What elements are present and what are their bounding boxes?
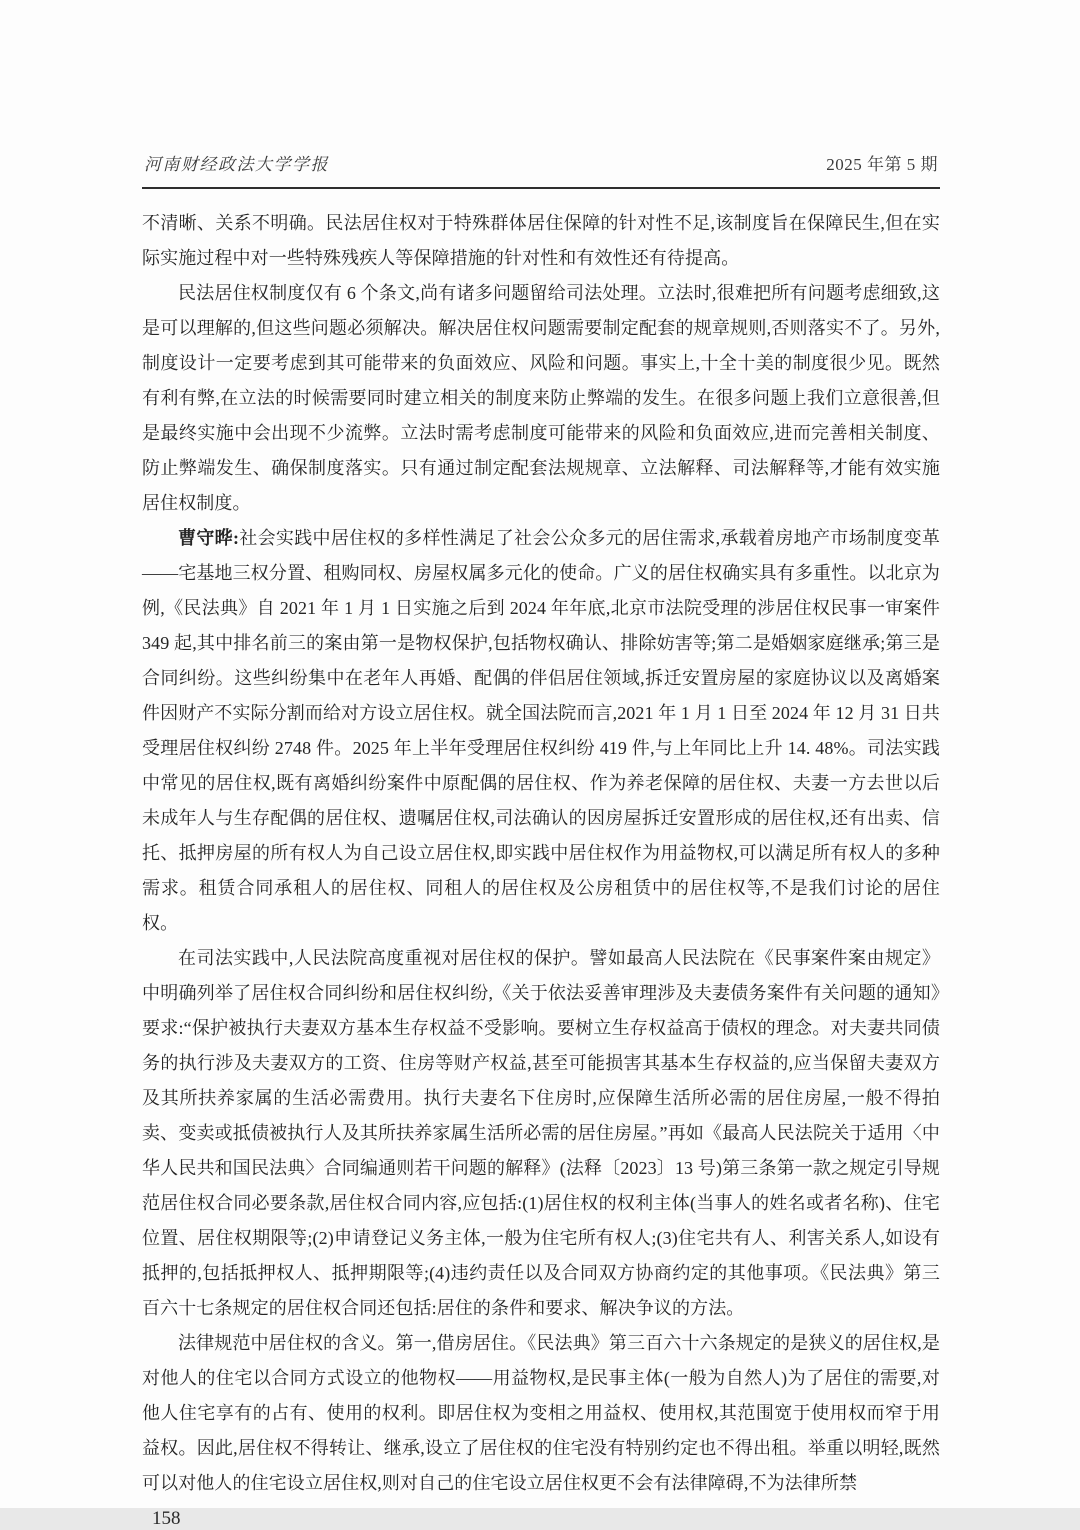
header-divider bbox=[142, 187, 940, 189]
paragraph-legal-definition: 法律规范中居住权的含义。第一,借房居住。《民法典》第三百六十六条规定的是狭义的居住权,是对他人的住宅以合同方式设立的他物权——用益物权,是民事主体(一般为自然人)为了居住的需要,对他人住宅享有的占有、使用的权利。即居住权为变相之用益权、使用权,其范围宽于使用权而窄于用益权。因此,居住权不得转让、继承,设立了居住权的住宅没有特别约定也不得出租。举重以明轻,既然可以对他人的住宅设立居住权,则对自己的住宅设立居住权更不会有法律障碍,不为法律所禁 bbox=[142, 1333, 940, 1493]
article-body bbox=[142, 206, 940, 1501]
speaker-statement: 社会实践中居住权的多样性满足了社会公众多元的居住需求,承载着房地产市场制度变革——宅基地三权分置、租购同权、房屋权属多元化的使命。广义的居住权确实具有多重性。以北京为例,《民法典》自 2021 年 1 月 1 日实施之后到 2024 年年底,北京市法院受理的涉居住权民事一审案件 349 起,其中排名前三的案由第一是物权保护,包括物权确认、排除妨害等;第二是婚姻家庭继承;第三是合同纠纷。这些纠纷集中在老年人再婚、配偶的伴侣居住领域,拆迁安置房屋的家庭协议以及离婚案件因财产不实际分割而给对方设立居住权。就全国法院而言,2021 年 1 月 1 日至 2024 年 12 月 31 日共受理居住权纠纷 2748 件。2025 年上半年受理居住权纠纷 419 件,与上年同比上升 14. 48%。司法实践中常见的居住权,既有离婚纠纷案件中原配偶的居住权、作为养老保障的居住权、夫妻一方去世以后未成年人与生存配偶的居住权、遗嘱居住权,司法确认的因房屋拆迁安置形成的居住权,还有出卖、信托、抵押房屋的所有权人为自己设立居住权,即实践中居住权作为用益物权,可以满足所有权人的多种需求。租赁合同承租人的居住权、同租人的居住权及公房租赁中的居住权等,不是我们讨论的居住权。 bbox=[142, 528, 940, 933]
paragraph-legislation: 民法居住权制度仅有 6 个条文,尚有诸多问题留给司法处理。立法时,很难把所有问题考虑细致,这是可以理解的,但这些问题必须解决。解决居住权问题需要制定配套的规章规则,否则落实不了。另外,制度设计一定要考虑到其可能带来的负面效应、风险和问题。事实上,十全十美的制度很少见。既然有利有弊,在立法的时候需要同时建立相关的制度来防止弊端的发生。在很多问题上我们立意很善,但是最终实施中会出现不少流弊。立法时需考虑制度可能带来的风险和负面效应,进而完善相关制度、防止弊端发生、确保制度落实。只有通过制定配套法规规章、立法解释、司法解释等,才能有效实施居住权制度。 bbox=[142, 283, 940, 513]
paragraph-speaker-cao bbox=[142, 521, 940, 941]
page-number: 158 bbox=[152, 1508, 181, 1529]
paragraph-judicial-practice: 在司法实践中,人民法院高度重视对居住权的保护。譬如最高人民法院在《民事案件案由规定》中明确列举了居住权合同纠纷和居住权纠纷,《关于依法妥善审理涉及夫妻债务案件有关问题的通知》要求:“保护被执行夫妻双方基本生存权益不受影响。要树立生存权益高于债权的理念。对夫妻共同债务的执行涉及夫妻双方的工资、住房等财产权益,甚至可能损害其基本生存权益的,应当保留夫妻双方及其所扶养家属的生活必需费用。执行夫妻名下住房时,应保障生活所必需的居住房屋,一般不得拍卖、变卖或抵债被执行人及其所扶养家属生活所必需的居住房屋。”再如《最高人民法院关于适用〈中华人民共和国民法典〉合同编通则若干问题的解释》(法释〔2023〕13 号)第三条第一款之规定引导规范居住权合同必要条款,居住权合同内容,应包括:(1)居住权的权利主体(当事人的姓名或者名称)、住宅位置、居住权期限等;(2)申请登记义务主体,一般为住宅所有权人;(3)住宅共有人、利害关系人,如设有抵押的,包括抵押权人、抵押期限等;(4)违约责任以及合同双方协商约定的其他事项。《民法典》第三百六十七条规定的居住权合同还包括:居住的条件和要求、解决争议的方法。 bbox=[142, 948, 940, 1318]
page-header bbox=[142, 150, 940, 187]
paragraph-continuation: 不清晰、关系不明确。民法居住权对于特殊群体居住保障的针对性不足,该制度旨在保障民生,但在实际实施过程中对一些特殊残疾人等保障措施的针对性和有效性还有待提高。 bbox=[142, 213, 940, 268]
journal-title: 河南财经政法大学学报 bbox=[144, 155, 329, 174]
page-content bbox=[142, 150, 940, 1530]
issue-label: 2025 年第 5 期 bbox=[826, 155, 938, 174]
speaker-name: 曹守晔: bbox=[178, 528, 240, 548]
